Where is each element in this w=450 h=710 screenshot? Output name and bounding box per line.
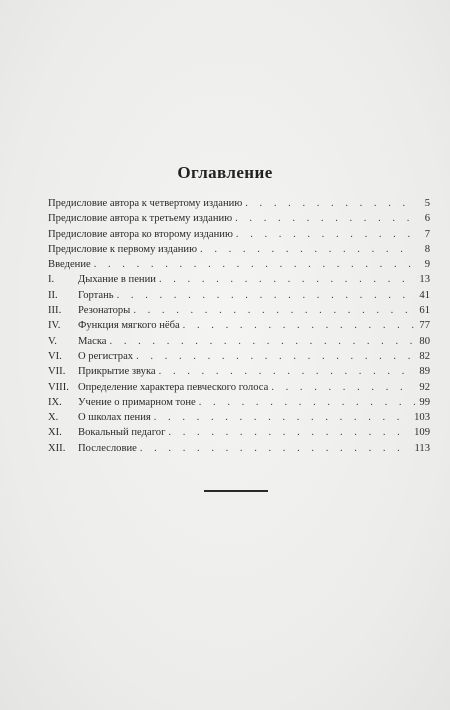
dot-leader (140, 441, 412, 456)
toc-entry (48, 395, 430, 410)
dot-leader (235, 211, 415, 226)
dot-leader (159, 364, 415, 379)
table-of-contents (48, 196, 430, 456)
entry-title: Определение характера певческого голоса (78, 381, 269, 393)
chapter-number: II. (48, 289, 58, 301)
page-number: 13 (419, 274, 430, 286)
toc-entry (48, 318, 430, 333)
toc-entry (48, 303, 430, 318)
toc-entry (48, 364, 430, 379)
page-number: 61 (419, 305, 430, 317)
dot-leader (271, 380, 415, 395)
chapter-number: VIII. (48, 381, 69, 393)
dot-leader (136, 349, 415, 364)
page-number: 80 (419, 335, 430, 347)
entry-title: О школах пения (78, 412, 151, 424)
toc-entry (48, 334, 430, 349)
page-number: 5 (424, 198, 430, 209)
entry-title: Предисловие к первому изданию (48, 243, 198, 255)
dot-leader (236, 227, 415, 242)
toc-entry (48, 227, 430, 242)
entry-title: Вокальный педагог (78, 427, 166, 439)
page-number: 113 (414, 442, 430, 454)
dot-leader (154, 410, 411, 425)
chapter-number: VII. (48, 366, 66, 378)
entry-title: Предисловие автора ко второму изданию (48, 228, 233, 240)
toc-entry (48, 441, 430, 456)
dot-leader (159, 272, 415, 287)
chapter-number: XI. (48, 427, 62, 439)
dot-leader (183, 318, 415, 333)
chapter-number: XII. (48, 442, 66, 454)
page-number: 6 (424, 213, 430, 225)
page-number: 99 (419, 396, 430, 408)
dot-leader (199, 395, 415, 410)
entry-title: Предисловие автора к четвертому изданию (48, 198, 243, 209)
toc-entry (48, 242, 430, 257)
page-number: 89 (419, 366, 430, 378)
page-number: 8 (424, 243, 430, 255)
page-number: 103 (414, 412, 430, 424)
entry-title: Гортань (78, 289, 114, 301)
toc-entry (48, 272, 430, 287)
page-number: 82 (419, 350, 430, 362)
toc-entry (48, 380, 430, 395)
chapter-number: IX. (48, 396, 62, 408)
chapter-number: V. (48, 335, 57, 347)
closing-rule (204, 490, 268, 492)
entry-title: Предисловие автора к третьему изданию (48, 213, 233, 225)
entry-title: Резонаторы (78, 305, 131, 317)
dot-leader (200, 242, 415, 257)
page-number: 41 (419, 289, 430, 301)
chapter-number: IV. (48, 320, 61, 332)
dot-leader (133, 303, 415, 318)
page-number: 92 (419, 381, 430, 393)
entry-title: Введение (48, 259, 91, 271)
dot-leader (245, 196, 415, 211)
toc-entry (48, 349, 430, 364)
dot-leader (117, 288, 415, 303)
dot-leader (110, 334, 415, 349)
entry-title: Маска (78, 335, 107, 347)
entry-title: Прикрытие звука (78, 366, 156, 378)
page-title: Оглавление (177, 163, 273, 182)
chapter-number: III. (48, 305, 62, 317)
toc-entry (48, 196, 430, 211)
page-number: 109 (414, 427, 430, 439)
toc-entry (48, 211, 430, 226)
toc-entry (48, 257, 430, 272)
toc-entry (48, 425, 430, 440)
chapter-number: X. (48, 412, 59, 424)
entry-title: О регистрах (78, 350, 134, 362)
toc-entry (48, 410, 430, 425)
page-number: 7 (424, 228, 430, 240)
chapter-number: VI. (48, 350, 62, 362)
page-number: 77 (419, 320, 430, 332)
page-number: 9 (424, 259, 430, 271)
toc-entry (48, 288, 430, 303)
entry-title: Послесловие (78, 442, 137, 454)
entry-title: Дыхание в пении (78, 274, 156, 286)
chapter-number: I. (48, 274, 55, 286)
dot-leader (94, 257, 415, 272)
entry-title: Учение о примарном тоне (78, 396, 196, 408)
entry-title: Функция мягкого нёба (78, 320, 180, 332)
dot-leader (168, 425, 411, 440)
